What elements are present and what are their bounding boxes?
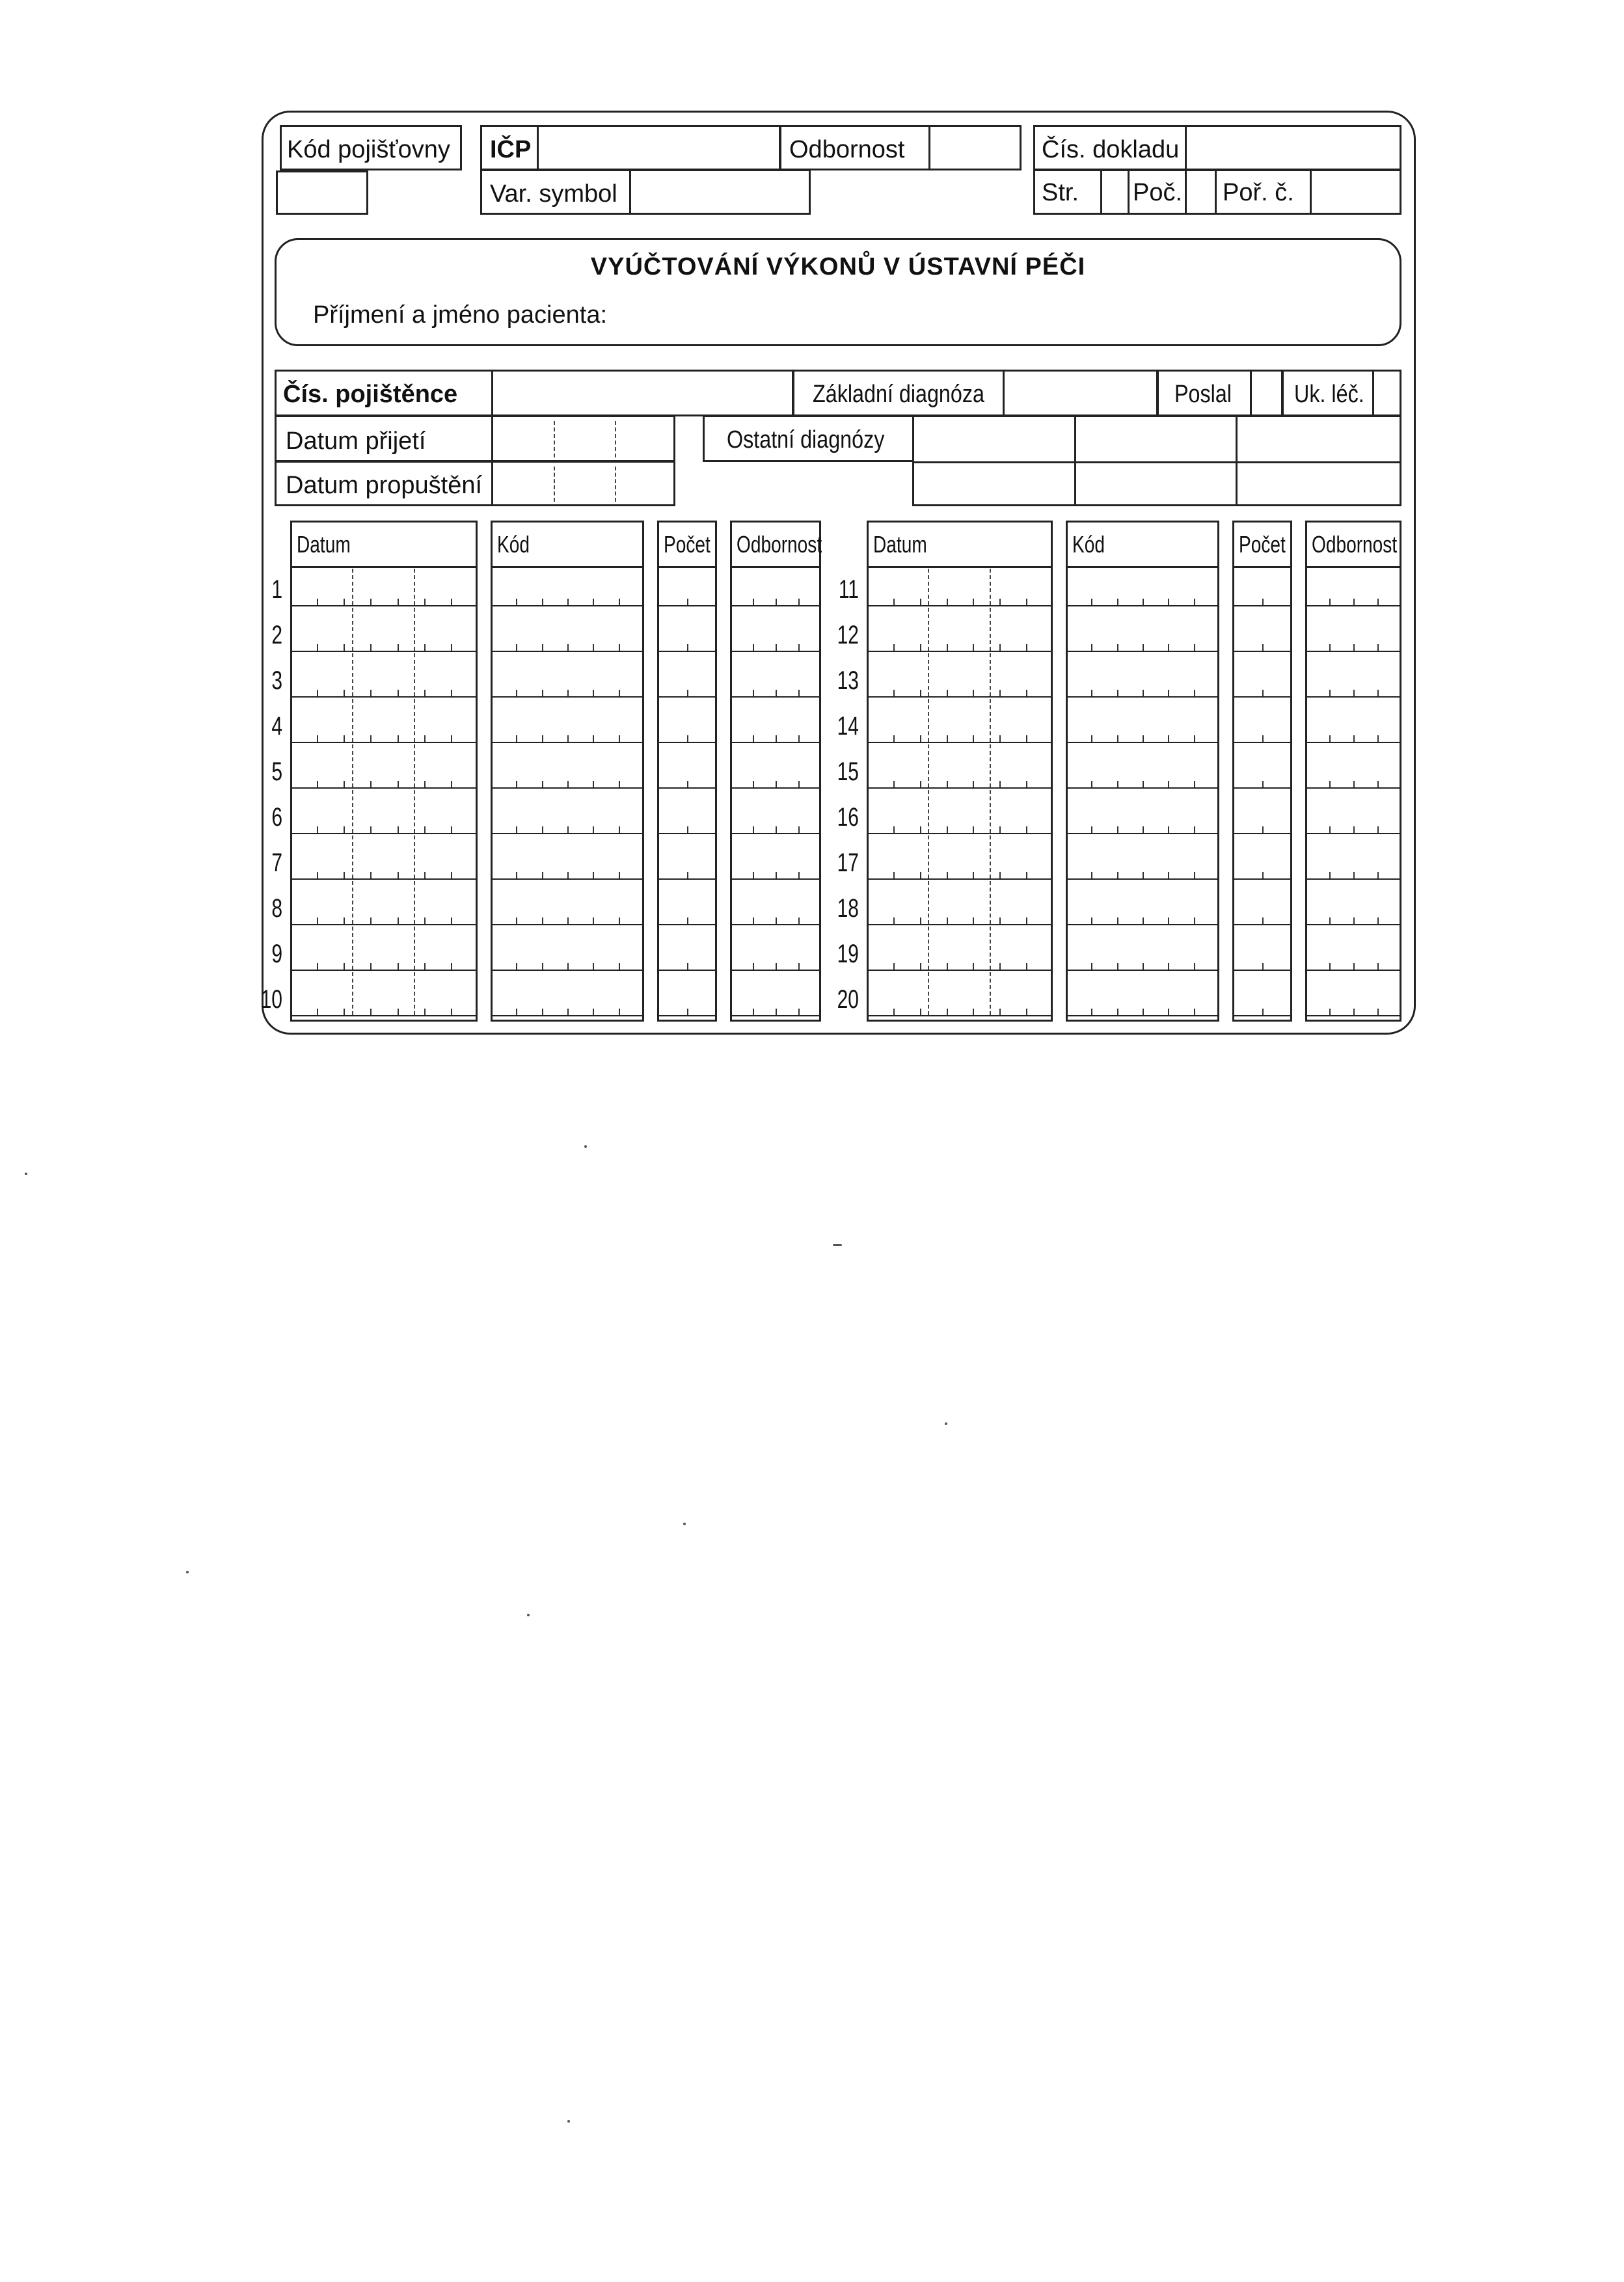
cell-odb[interactable] bbox=[732, 566, 819, 612]
cell-kod[interactable] bbox=[1068, 794, 1217, 839]
row-number: 8 bbox=[271, 894, 282, 923]
row-number: 4 bbox=[271, 712, 282, 740]
treatment-end-field[interactable] bbox=[1282, 370, 1401, 416]
cell-odb[interactable] bbox=[732, 794, 819, 839]
other-diagnoses-field[interactable] bbox=[912, 415, 1401, 506]
cell-odb[interactable] bbox=[1307, 885, 1400, 930]
cell-pocet[interactable] bbox=[659, 748, 715, 794]
cell-datum[interactable] bbox=[869, 566, 1051, 612]
cell-datum[interactable] bbox=[292, 748, 476, 794]
admission-date-label: Datum přijetí bbox=[286, 428, 426, 455]
row-number: 18 bbox=[837, 894, 859, 923]
cell-pocet[interactable] bbox=[1234, 976, 1290, 1022]
scan-speck bbox=[567, 2120, 570, 2123]
cell-kod[interactable] bbox=[1068, 839, 1217, 885]
scan-speck bbox=[527, 1614, 530, 1616]
other-diagnoses-label: Ostatní diagnózy bbox=[727, 426, 885, 454]
cell-odb[interactable] bbox=[1307, 612, 1400, 657]
cell-pocet[interactable] bbox=[659, 657, 715, 703]
cell-datum[interactable] bbox=[292, 657, 476, 703]
cell-odb[interactable] bbox=[1307, 748, 1400, 794]
icp-field[interactable] bbox=[480, 125, 781, 170]
cell-kod[interactable] bbox=[493, 885, 642, 930]
cell-odb[interactable] bbox=[1307, 794, 1400, 839]
row-number: 17 bbox=[837, 849, 859, 877]
cell-datum[interactable] bbox=[869, 612, 1051, 657]
row-number: 6 bbox=[271, 803, 282, 832]
cell-pocet[interactable] bbox=[659, 930, 715, 976]
admission-date-field[interactable] bbox=[275, 415, 675, 462]
sent-by-label: Poslal bbox=[1174, 381, 1232, 408]
cell-kod[interactable] bbox=[1068, 930, 1217, 976]
row-number: 2 bbox=[271, 621, 282, 649]
cell-pocet[interactable] bbox=[1234, 885, 1290, 930]
insurer-code-field[interactable] bbox=[276, 170, 368, 215]
cell-pocet[interactable] bbox=[1234, 657, 1290, 703]
column-header-pocet: Počet bbox=[664, 531, 710, 558]
specialty-label: Odbornost bbox=[789, 136, 905, 163]
cell-kod[interactable] bbox=[493, 930, 642, 976]
row-number: 7 bbox=[271, 849, 282, 877]
cell-kod[interactable] bbox=[493, 612, 642, 657]
cell-kod[interactable] bbox=[493, 794, 642, 839]
var-symbol-label: Var. symbol bbox=[490, 180, 617, 208]
row-number: 15 bbox=[837, 757, 859, 786]
cell-kod[interactable] bbox=[493, 566, 642, 612]
column-header-odb: Odbornost bbox=[737, 531, 822, 558]
doc-number-field[interactable] bbox=[1033, 125, 1401, 170]
cell-datum[interactable] bbox=[869, 748, 1051, 794]
row-number: 14 bbox=[837, 712, 859, 740]
cell-odb[interactable] bbox=[732, 657, 819, 703]
cell-odb[interactable] bbox=[1307, 566, 1400, 612]
cell-odb[interactable] bbox=[732, 612, 819, 657]
cell-datum[interactable] bbox=[292, 976, 476, 1022]
cell-kod[interactable] bbox=[1068, 657, 1217, 703]
row-number: 10 bbox=[260, 985, 282, 1014]
row-number: 13 bbox=[837, 666, 859, 695]
cell-kod[interactable] bbox=[493, 839, 642, 885]
cell-pocet[interactable] bbox=[659, 612, 715, 657]
cell-kod[interactable] bbox=[1068, 976, 1217, 1022]
cell-kod[interactable] bbox=[1068, 612, 1217, 657]
cell-odb[interactable] bbox=[1307, 657, 1400, 703]
scan-speck bbox=[945, 1422, 947, 1425]
scan-speck bbox=[584, 1145, 587, 1148]
cell-kod[interactable] bbox=[1068, 566, 1217, 612]
page-label: Str. bbox=[1042, 179, 1079, 206]
cell-kod[interactable] bbox=[493, 976, 642, 1022]
discharge-date-field[interactable] bbox=[275, 461, 675, 506]
other-diagnoses-label-box bbox=[703, 415, 915, 462]
cell-odb[interactable] bbox=[732, 839, 819, 885]
insurer-code-label: Kód pojišťovny bbox=[287, 136, 450, 163]
cell-datum[interactable] bbox=[292, 566, 476, 612]
order-label: Poř. č. bbox=[1223, 179, 1294, 206]
var-symbol-field[interactable] bbox=[480, 169, 811, 215]
patient-name-label: Příjmení a jméno pacienta: bbox=[313, 301, 608, 329]
cell-datum[interactable] bbox=[869, 839, 1051, 885]
row-number: 16 bbox=[837, 803, 859, 832]
cell-kod[interactable] bbox=[493, 703, 642, 748]
cell-kod[interactable] bbox=[1068, 885, 1217, 930]
insured-number-field[interactable] bbox=[275, 370, 794, 416]
row-number: 20 bbox=[837, 985, 859, 1014]
cell-pocet[interactable] bbox=[659, 885, 715, 930]
scan-speck bbox=[683, 1523, 686, 1525]
column-header-datum: Datum bbox=[297, 531, 351, 558]
insurer-code-label-box bbox=[280, 125, 462, 170]
cell-kod[interactable] bbox=[1068, 748, 1217, 794]
cell-datum[interactable] bbox=[292, 703, 476, 748]
column-header-datum: Datum bbox=[873, 531, 927, 558]
form-title: VYÚČTOVÁNÍ VÝKONŮ V ÚSTAVNÍ PÉČI bbox=[590, 253, 1086, 280]
insured-number-label: Čís. pojištěnce bbox=[283, 381, 458, 408]
row-number: 1 bbox=[271, 575, 282, 604]
cell-pocet[interactable] bbox=[1234, 839, 1290, 885]
row-number: 12 bbox=[837, 621, 859, 649]
cell-odb[interactable] bbox=[732, 748, 819, 794]
cell-datum[interactable] bbox=[292, 930, 476, 976]
title-box bbox=[275, 238, 1401, 346]
cell-pocet[interactable] bbox=[659, 794, 715, 839]
cell-datum[interactable] bbox=[292, 885, 476, 930]
cell-odb[interactable] bbox=[1307, 839, 1400, 885]
cell-pocet[interactable] bbox=[1234, 566, 1290, 612]
cell-odb[interactable] bbox=[1307, 976, 1400, 1022]
cell-kod[interactable] bbox=[493, 748, 642, 794]
cell-odb[interactable] bbox=[732, 703, 819, 748]
cell-datum[interactable] bbox=[869, 885, 1051, 930]
main-diagnosis-label: Základní diagnóza bbox=[813, 381, 984, 408]
cell-pocet[interactable] bbox=[1234, 612, 1290, 657]
count-label: Poč. bbox=[1133, 179, 1183, 206]
row-number: 3 bbox=[271, 666, 282, 695]
cell-pocet[interactable] bbox=[1234, 794, 1290, 839]
page-count-order-field[interactable] bbox=[1033, 169, 1401, 215]
row-number: 11 bbox=[838, 575, 859, 604]
cell-datum[interactable] bbox=[292, 839, 476, 885]
cell-kod[interactable] bbox=[493, 657, 642, 703]
cell-datum[interactable] bbox=[869, 794, 1051, 839]
cell-pocet[interactable] bbox=[1234, 703, 1290, 748]
cell-odb[interactable] bbox=[732, 885, 819, 930]
cell-datum[interactable] bbox=[292, 612, 476, 657]
cell-datum[interactable] bbox=[869, 930, 1051, 976]
column-header-kod: Kód bbox=[1072, 531, 1105, 558]
cell-datum[interactable] bbox=[869, 976, 1051, 1022]
column-header-odb: Odbornost bbox=[1312, 531, 1398, 558]
cell-pocet[interactable] bbox=[659, 703, 715, 748]
specialty-field[interactable] bbox=[779, 125, 1022, 170]
cell-kod[interactable] bbox=[1068, 703, 1217, 748]
scan-speck bbox=[25, 1173, 27, 1175]
column-header-kod: Kód bbox=[497, 531, 530, 558]
cell-datum[interactable] bbox=[292, 794, 476, 839]
cell-datum[interactable] bbox=[869, 657, 1051, 703]
treatment-end-label: Uk. léč. bbox=[1294, 381, 1364, 408]
doc-number-label: Čís. dokladu bbox=[1042, 136, 1180, 163]
cell-odb[interactable] bbox=[1307, 930, 1400, 976]
scan-speck bbox=[833, 1244, 842, 1246]
sent-by-field[interactable] bbox=[1157, 370, 1283, 416]
row-number: 19 bbox=[837, 940, 859, 968]
cell-pocet[interactable] bbox=[659, 839, 715, 885]
row-number: 9 bbox=[271, 940, 282, 968]
row-number: 5 bbox=[271, 757, 282, 786]
discharge-date-label: Datum propuštění bbox=[286, 472, 483, 499]
cell-odb[interactable] bbox=[732, 976, 819, 1022]
column-header-pocet: Počet bbox=[1239, 531, 1286, 558]
cell-odb[interactable] bbox=[1307, 703, 1400, 748]
scan-speck bbox=[186, 1571, 189, 1573]
cell-odb[interactable] bbox=[732, 930, 819, 976]
cell-datum[interactable] bbox=[869, 703, 1051, 748]
cell-pocet[interactable] bbox=[1234, 930, 1290, 976]
main-diagnosis-field[interactable] bbox=[792, 370, 1158, 416]
icp-label: IČP bbox=[490, 136, 532, 163]
cell-pocet[interactable] bbox=[659, 566, 715, 612]
cell-pocet[interactable] bbox=[1234, 748, 1290, 794]
cell-pocet[interactable] bbox=[659, 976, 715, 1022]
